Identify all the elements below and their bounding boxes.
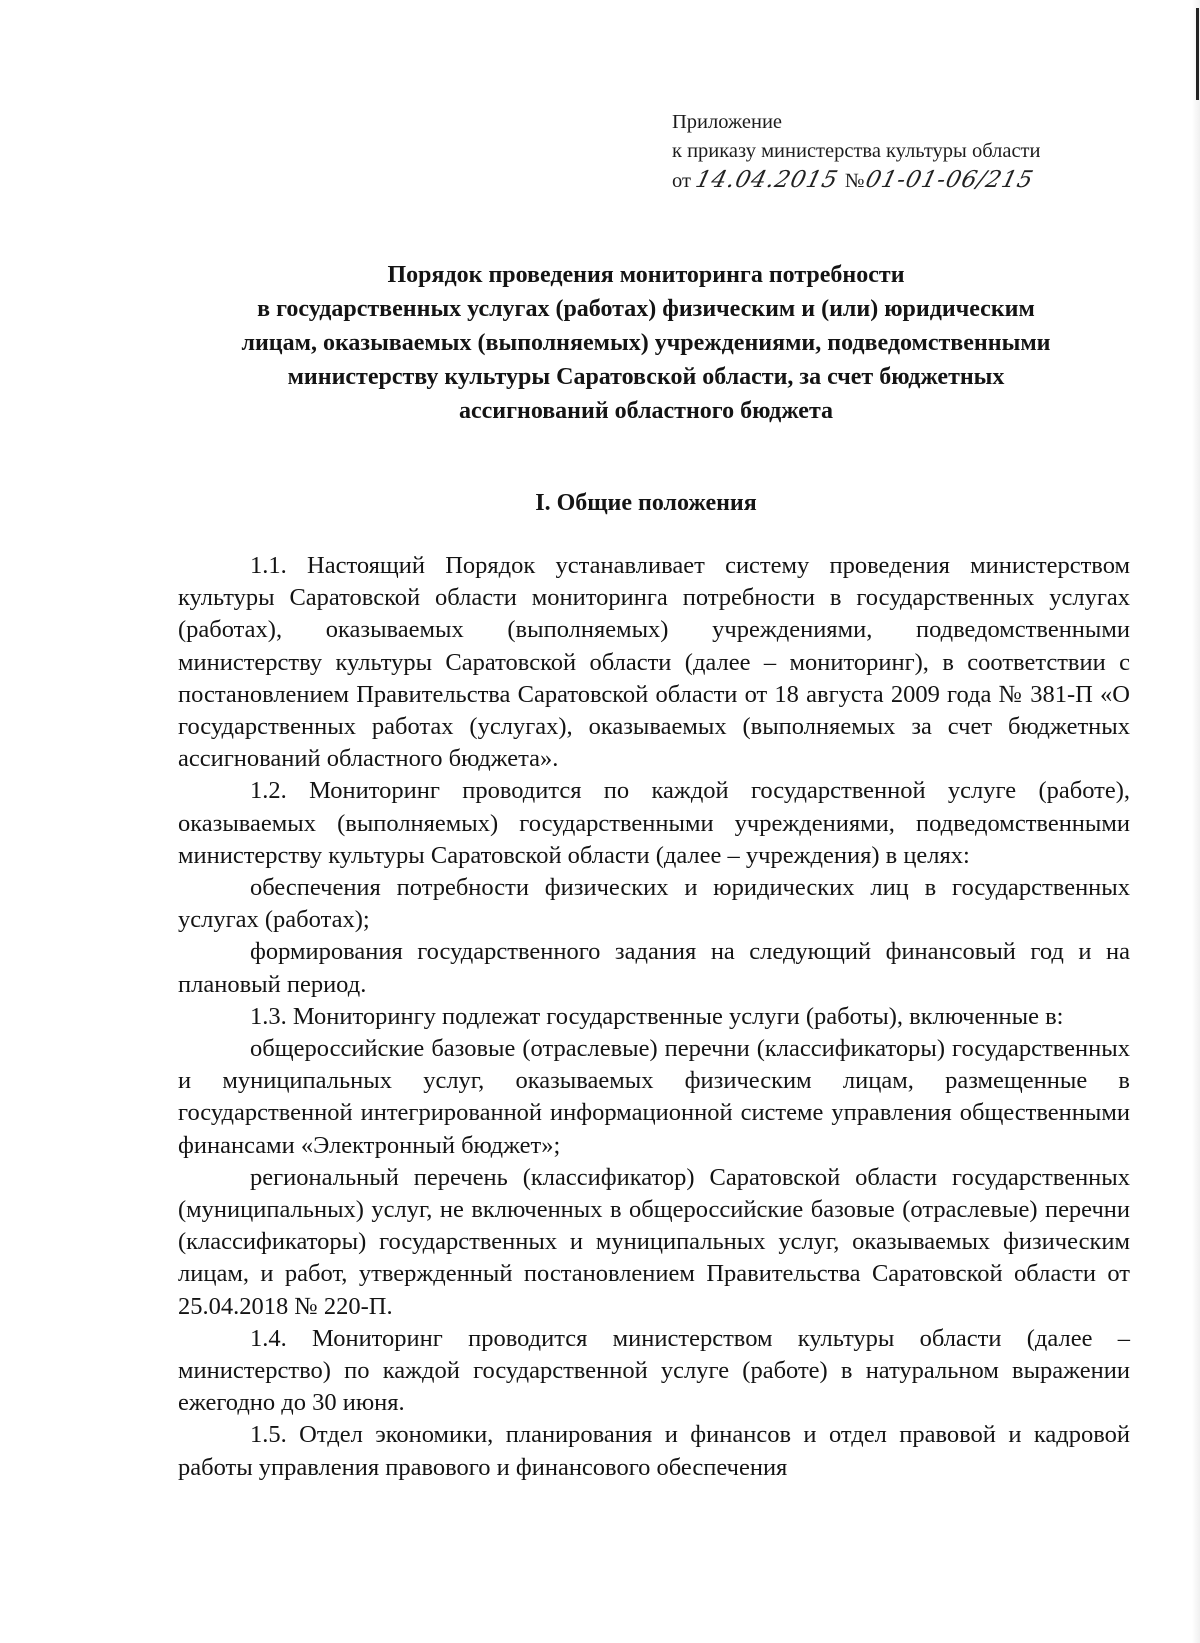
paragraph-list-1: общероссийские базовые (отраслевые) перечни (классификаторы) государственных и муниципальных услуг, оказываемых физическим лицам, размещенные в государственной интегрированной информационной системе управления общественными финансами «Электронный бюджет»; <box>178 1035 1130 1159</box>
paragraph-1-2: 1.2. Мониторинг проводится по каждой государственной услуге (работе), оказываемых (выполняемых) государственными учреждениями, подведомственными министерству культуры Саратовской области (далее – учреждения) в целях: <box>178 777 1130 869</box>
paragraph-goal-1: обеспечения потребности физических и юридических лиц в государственных услугах (работах); <box>178 874 1130 934</box>
paragraph-1-3: 1.3. Мониторингу подлежат государственные услуги (работы), включенные в: <box>250 1002 1064 1030</box>
title-line: министерству культуры Саратовской области, за счет бюджетных <box>287 364 1005 390</box>
title-line: лицам, оказываемых (выполняемых) учреждениями, подведомственными <box>241 330 1051 356</box>
title-line: Порядок проведения мониторинга потребности <box>387 262 905 288</box>
title-line: в государственных услугах (работах) физическим и (или) юридическим <box>257 296 1035 322</box>
appendix-order-ref: к приказу министерства культуры области <box>672 140 1041 162</box>
handwritten-order-number: 01-01-06/215 <box>863 167 1037 193</box>
paragraph-list-2: региональный перечень (классификатор) Саратовской области государственных (муниципальных) услуг, не включенных в общероссийские базовые (отраслевые) перечни (классификаторы) государственных и муниципальных услуг, оказываемых физическим лицам, и работ, утвержденный постановлением Правительства Саратовской области от 25.04.2018 № 220-П. <box>178 1163 1130 1320</box>
scan-edge <box>1192 0 1200 1643</box>
paragraph-1-5: 1.5. Отдел экономики, планирования и финансов и отдел правовой и кадровой работы управления правового и финансового обеспечения <box>178 1421 1130 1481</box>
paragraph-1-4: 1.4. Мониторинг проводится министерством культуры области (далее – министерство) по каждой государственной услуге (работе) в натуральном выражении ежегодно до 30 июня. <box>178 1324 1130 1417</box>
appendix-label: Приложение <box>672 111 783 133</box>
document-body <box>178 550 1130 1484</box>
appendix-date-line <box>672 166 1040 196</box>
date-prefix: от <box>672 170 691 192</box>
handwritten-date: 14.04.2015 <box>692 167 842 193</box>
appendix-block <box>672 108 1040 196</box>
scan-margin-mark <box>1196 8 1199 100</box>
paragraph-goal-2: формирования государственного задания на следующий финансовый год и на плановый период. <box>178 938 1130 998</box>
number-sign: № <box>844 170 865 192</box>
paragraph-1-1: 1.1. Настоящий Порядок устанавливает систему проведения министерством культуры Саратовской области мониторинга потребности в государственных услугах (работах), оказываемых (выполняемых) учреждениями, подведомственными министерству культуры Саратовской области (далее – мониторинг), в соответствии с постановлением Правительства Саратовской области от 18 августа 2009 года № 381-П «О государственных работах (услугах), оказываемых (выполняемых за счет бюджетных ассигнований областного бюджета». <box>178 552 1130 773</box>
section-heading: I. Общие положения <box>535 490 757 516</box>
title-line: ассигнований областного бюджета <box>458 398 834 424</box>
document-title <box>178 258 1114 428</box>
